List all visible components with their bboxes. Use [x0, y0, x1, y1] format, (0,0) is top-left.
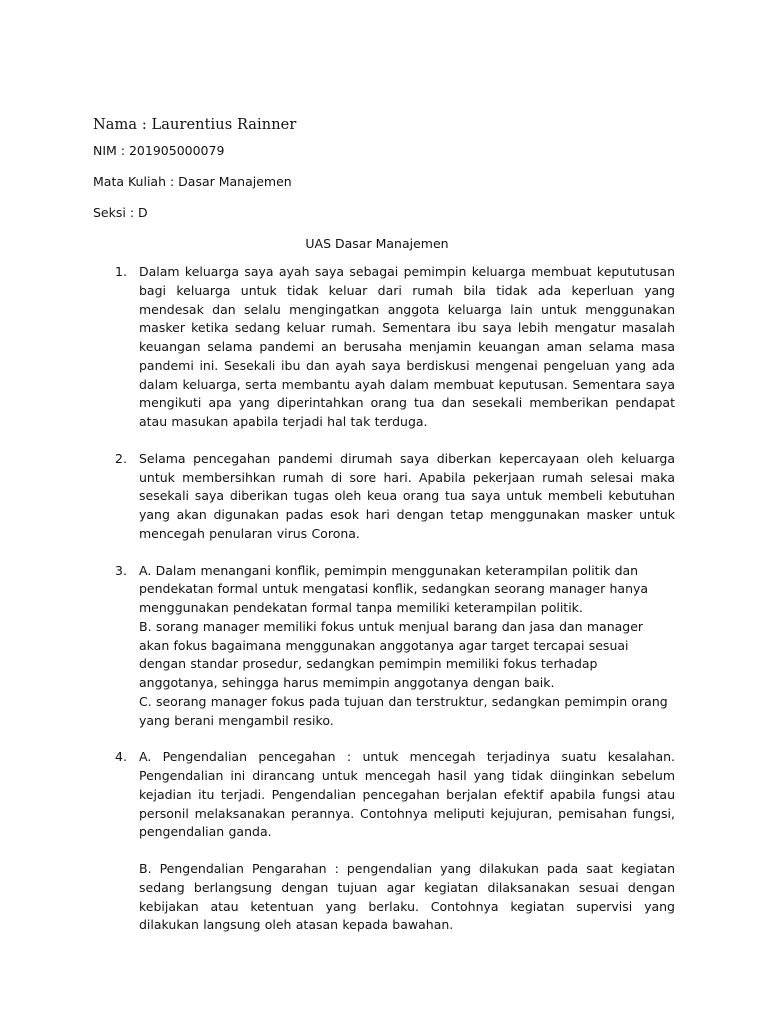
student-name: Nama : Laurentius Rainner: [93, 117, 297, 133]
answer-number: 3.: [115, 562, 127, 578]
answer-list: [93, 263, 675, 935]
answer-part-a: A. Dalam menangani konflik, pemimpin menggunakan keterampilan politik dan pendekatan formal untuk mengatasi konflik, sedangkan seorang manager hanya menggunakan pendekatan formal tanpa memiliki keterampilan politik.: [139, 562, 649, 615]
answer-text: Selama pencegahan pandemi dirumah saya diberkan kepercayaan oleh keluarga untuk membersihkan rumah di sore hari. Apabila pekerjaan rumah selesai maka sesekali saya diberikan tugas oleh keua orang tua saya untuk membeli kebutuhan yang akan digunakan padas esok hari dengan tetap menggunakan masker untuk mencegah penularan virus Corona.: [139, 450, 675, 541]
answer-item-2: [93, 450, 675, 544]
answer-part-b: B. Pengendalian Pengarahan : pengendalian yang dilakukan pada saat kegiatan sedang berlangsung dengan tujuan agar kegiatan dilaksanakan sesuai dengan kebijakan atau ketentuan yang berlaku. Contohnya kegiatan supervisi yang dilakukan langsung oleh atasan kepada bawahan.: [139, 861, 675, 933]
student-id: NIM : 201905000079: [93, 143, 225, 158]
answer-text: Dalam keluarga saya ayah saya sebagai pemimpin keluarga membuat kepututusan bagi keluarga untuk tidak keluar dari rumah bila tidak ada keperluan yang mendesak dan selalu mengingatkan anggota keluarga lain untuk menggunakan masker ketika sedang keluar rumah. Sementara ibu saya lebih mengatur masalah keuangan selama pandemi an berusaha menjamin keuangan aman selama masa pandemi ini. Sesekali ibu dan ayah saya berdiskusi mengenai pengeluan yang ada dalam keluarga, serta membantu ayah dalam membuat keputusan. Sementara saya mengikuti apa yang diperintahkan orang tua dan sesekali memberikan pendapat atau masukan apabila terjadi hal tak terduga.: [139, 264, 675, 429]
answer-item-4: [93, 748, 675, 935]
answer-number: 4.: [115, 749, 127, 765]
answer-number: 2.: [115, 450, 127, 466]
course-name: Mata Kuliah : Dasar Manajemen: [93, 174, 292, 189]
answer-item-3: [93, 562, 675, 731]
class-section: Seksi : D: [93, 205, 148, 220]
answer-item-1: [93, 263, 675, 432]
answer-number: 1.: [115, 264, 127, 279]
document-title: [0, 235, 768, 253]
answer-part-a: A. Pengendalian pencegahan : untuk mencegah terjadinya suatu kesalahan. Pengendalian ini dirancang untuk mencegah hasil yang tidak diinginkan sebelum kejadian itu terjadi. Pengendalian pencegahan berjalan efektif apabila fungsi atau personil melaksanakan perannya. Contohnya meliputi kejujuran, pemisahan fungsi, pengendalian ganda.: [139, 749, 675, 840]
answer-part-c: C. seorang manager fokus pada tujuan dan terstruktur, sedangkan pemimpin orang yang berani mengambil resiko.: [139, 693, 668, 728]
answer-part-b: B. sorang manager memiliki fokus untuk menjual barang dan jasa dan manager akan fokus bagaimana menggunakan anggotanya agar target tercapai sesuai dengan standar prosedur, sedangkan pemimpin memiliki fokus terhadap anggotanya, sehingga harus memimpin anggotanya dengan baik.: [139, 618, 644, 690]
document-title-text: UAS Dasar Manajemen: [305, 236, 449, 251]
